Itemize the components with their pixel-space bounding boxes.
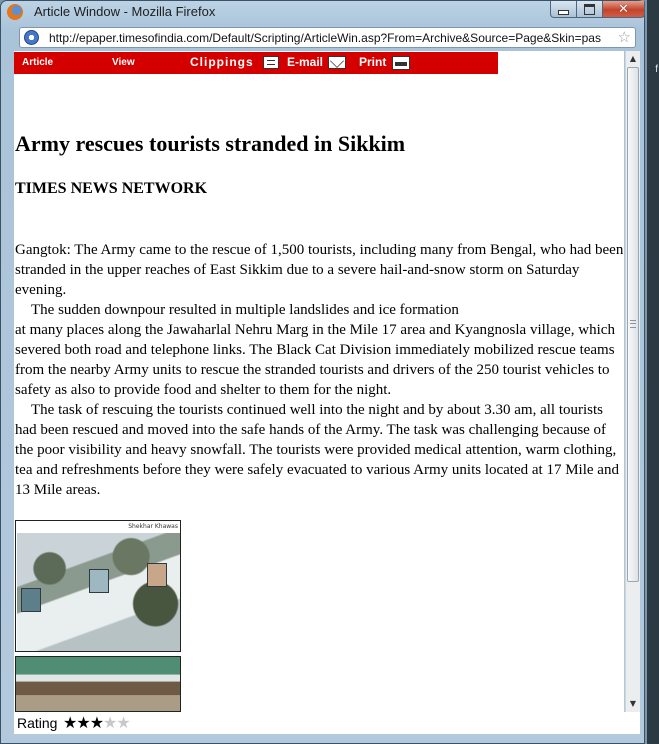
firefox-icon <box>7 4 23 20</box>
vertical-scrollbar[interactable] <box>625 51 640 712</box>
article-body <box>15 240 624 500</box>
snow-scene-image <box>17 533 180 651</box>
toolbar-clippings-link[interactable]: Clippings <box>190 55 254 69</box>
rating-star-icon[interactable]: ★ <box>116 713 130 732</box>
toolbar-print-link[interactable]: Print <box>359 55 387 69</box>
article-photo-shelter <box>15 656 181 712</box>
rating-star-icon[interactable]: ★ <box>76 713 90 732</box>
scroll-up-arrow-icon[interactable]: ▲ <box>629 54 637 63</box>
article-paragraph: Gangtok: The Army came to the rescue of 1,500 tourists, including many from Bengal, who had been stranded in the upper reaches of East Sikkim due to a severe hail-and-snow storm on Saturday evening. <box>15 242 624 298</box>
toolbar-view-link[interactable]: View <box>112 57 135 68</box>
rating-bar <box>14 712 640 734</box>
close-button[interactable] <box>602 1 645 18</box>
rating-star-icon[interactable]: ★ <box>63 713 77 732</box>
maximize-button[interactable] <box>576 1 603 18</box>
photo-credit: Shekhar Khawas <box>128 523 178 530</box>
rating-star-icon[interactable]: ★ <box>103 713 117 732</box>
article-photo-snow-road <box>15 520 181 652</box>
window-title: Article Window - Mozilla Firefox <box>34 4 216 19</box>
minimize-button[interactable] <box>550 1 577 18</box>
clippings-icon[interactable] <box>263 56 279 69</box>
vehicle-image <box>89 569 109 593</box>
rating-label: Rating <box>17 715 58 731</box>
bookmark-star-icon[interactable]: ☆ <box>617 28 631 46</box>
article-byline: TIMES NEWS NETWORK <box>15 180 208 197</box>
toolbar-article-link[interactable]: Article <box>22 57 54 68</box>
toolbar-email-link[interactable]: E-mail <box>287 55 324 69</box>
address-bar[interactable] <box>19 27 636 48</box>
rating-stars[interactable] <box>63 713 130 732</box>
printer-icon[interactable] <box>392 56 410 70</box>
article-paragraph: at many places along the Jawaharlal Nehru Marg in the Mile 17 area and Kyangnosla village, which severed both road and telephone links. The Black Cat Division immediately mobilized rescue teams from the nearby Army units to rescue the stranded tourists and drivers of the 250 tourist vehicles to safety as also to provide food and shelter to them for the night. <box>15 322 615 398</box>
rating-star-icon[interactable]: ★ <box>89 713 104 732</box>
page-content <box>14 51 624 712</box>
minimize-icon <box>558 10 569 15</box>
maximize-icon <box>584 4 595 15</box>
vehicle-image <box>147 563 167 587</box>
title-bar[interactable] <box>1 1 644 23</box>
site-identity-icon[interactable] <box>24 30 39 45</box>
close-icon: ✕ <box>618 1 629 17</box>
desktop-background: f <box>647 0 659 744</box>
article-paragraph: The sudden downpour resulted in multiple landslides and ice formation <box>31 302 459 318</box>
scrollbar-thumb[interactable] <box>627 67 639 582</box>
scrollbar-grip-icon <box>630 320 636 328</box>
article-headline: Army rescues tourists stranded in Sikkim <box>15 131 406 156</box>
scroll-down-arrow-icon[interactable]: ▼ <box>629 699 637 708</box>
url-text[interactable]: http://epaper.timesofindia.com/Default/Scripting/ArticleWin.asp?From=Archive&Source=Page&Skin=pas <box>49 31 601 45</box>
article-toolbar <box>14 52 498 74</box>
article-paragraph: The task of rescuing the tourists continued well into the night and by about 3.30 am, all tourists had been rescued and moved into the safe hands of the Army. The task was challenging because of the poor visibility and heavy snowfall. The tourists were provided medical attention, warm clothing, tea and refreshments before they were safely evacuated to various Army units located at 17 Mile and 13 Mile areas. <box>15 402 619 498</box>
email-envelope-icon[interactable] <box>328 56 346 69</box>
vehicle-image <box>21 588 41 612</box>
